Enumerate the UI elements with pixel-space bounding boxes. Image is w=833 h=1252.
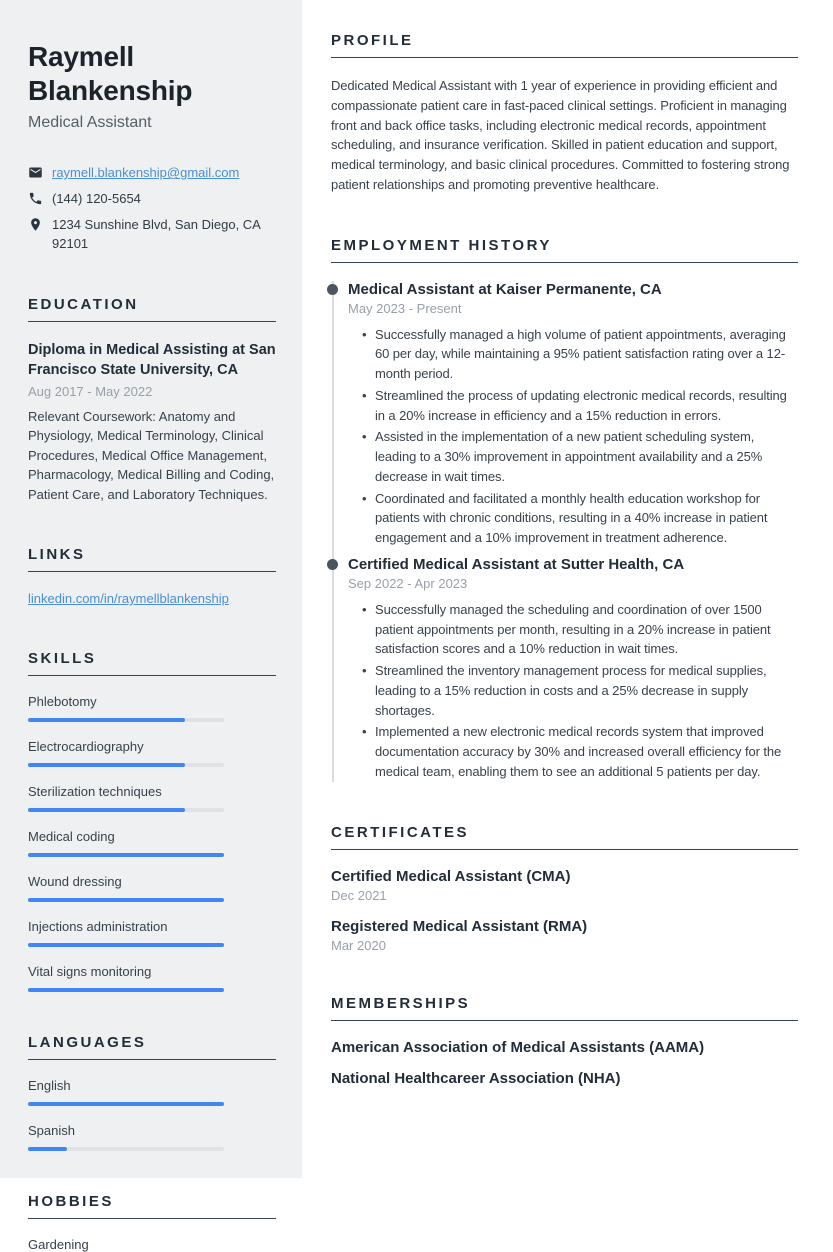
links-section xyxy=(28,546,276,608)
skill-item xyxy=(28,784,276,812)
job-title: Medical Assistant at Kaiser Permanente, CA xyxy=(348,280,662,298)
skill-bar-track xyxy=(28,1102,224,1106)
profile-heading: PROFILE xyxy=(331,32,798,58)
contact-phone-row xyxy=(28,190,276,209)
links-list xyxy=(28,590,276,608)
skill-item xyxy=(28,1078,276,1106)
memberships-heading: MEMBERSHIPS xyxy=(331,995,798,1021)
job-bullet: • Streamlined the process of updating electronic medical records, resulting in a 20% increase in efficiency and a 15% reduction in errors. xyxy=(375,386,798,426)
skill-item xyxy=(28,964,276,992)
memberships-list xyxy=(331,1039,798,1087)
languages-section xyxy=(28,1034,276,1151)
skill-label: Wound dressing xyxy=(28,874,122,890)
phone-number: (144) 120-5654 xyxy=(52,191,141,207)
job-bullet: • Successfully managed a high volume of patient appointments, averaging 60 per day, while maintaining a 95% patient satisfaction rating over a 12-month period. xyxy=(375,325,798,384)
certificate-title: Registered Medical Assistant (RMA) xyxy=(331,917,588,935)
skill-bar-fill xyxy=(28,763,185,767)
job-bullet-list xyxy=(348,325,798,548)
education-dates: Aug 2017 - May 2022 xyxy=(28,383,153,399)
person-job-title: Medical Assistant xyxy=(28,114,152,132)
hobbies-section xyxy=(28,1193,276,1252)
employment-heading: EMPLOYMENT HISTORY xyxy=(331,237,798,263)
skill-item xyxy=(28,739,276,767)
links-heading: LINKS xyxy=(28,546,276,572)
skill-bar-track xyxy=(28,763,224,767)
skill-bar-fill xyxy=(28,943,224,947)
skill-label: English xyxy=(28,1078,71,1094)
memberships-section xyxy=(331,995,798,1087)
certificates-heading: CERTIFICATES xyxy=(331,824,798,850)
skills-heading: SKILLS xyxy=(28,650,276,676)
skill-bar-track xyxy=(28,988,224,992)
skill-label: Sterilization techniques xyxy=(28,784,162,800)
certificate-title: Certified Medical Assistant (CMA) xyxy=(331,867,571,885)
contact-address-row xyxy=(28,216,276,254)
certificate-date: Dec 2021 xyxy=(331,887,387,903)
skill-bar-fill xyxy=(28,853,224,857)
main-column xyxy=(302,0,833,1178)
map-pin-icon xyxy=(28,217,43,232)
skill-item xyxy=(28,919,276,947)
job-entry xyxy=(348,556,798,782)
skill-label: Injections administration xyxy=(28,919,168,935)
skills-section xyxy=(28,650,276,992)
skill-label: Spanish xyxy=(28,1123,75,1139)
employment-section xyxy=(331,237,798,782)
membership-title: National Healthcareer Association (NHA) xyxy=(331,1069,621,1087)
skill-item xyxy=(28,694,276,722)
skill-bar-track xyxy=(28,1147,224,1151)
skill-label: Phlebotomy xyxy=(28,694,97,710)
education-section xyxy=(28,296,276,505)
profile-text: Dedicated Medical Assistant with 1 year of experience in providing efficient and compassionate patient care in fast-paced clinical settings. Proficient in managing front and back office tasks, including electronic medical records, appointment scheduling, and insurance verification. Skilled in patient education and support, medical terminology, and basic clinical procedures. Committed to fostering strong patient relationships and promoting preventive healthcare. xyxy=(331,78,790,192)
contact-list xyxy=(28,164,276,253)
skill-label: Medical coding xyxy=(28,829,115,845)
job-dates: May 2023 - Present xyxy=(348,300,462,316)
membership-title: American Association of Medical Assistants (AAMA) xyxy=(331,1038,705,1056)
job-dates: Sep 2022 - Apr 2023 xyxy=(348,575,468,591)
skill-item xyxy=(28,874,276,902)
skill-bar-track xyxy=(28,943,224,947)
envelope-icon xyxy=(28,165,43,180)
phone-icon xyxy=(28,191,43,206)
skill-bar-fill xyxy=(28,808,185,812)
person-name: Raymell Blankenship xyxy=(28,41,193,106)
skill-bar-fill xyxy=(28,1147,67,1151)
email-link[interactable]: raymell.blankenship@gmail.com xyxy=(52,165,240,181)
languages-heading: LANGUAGES xyxy=(28,1034,276,1060)
job-bullet: • Streamlined the inventory management process for medical supplies, leading to a 15% reduction in costs and a 25% decrease in supply shortages. xyxy=(375,661,798,720)
hobby-item: Gardening xyxy=(28,1237,89,1252)
job-bullet-list xyxy=(348,600,798,782)
skill-bar-fill xyxy=(28,1102,224,1106)
skill-bar-track xyxy=(28,853,224,857)
education-description: Relevant Coursework: Anatomy and Physiology, Medical Terminology, Clinical Procedures, Medical Office Management, Pharmacology, Medical Billing and Coding, Patient Care, and Laboratory Techniques. xyxy=(28,408,275,502)
skills-list xyxy=(28,694,276,992)
profile-section xyxy=(331,32,798,195)
skill-item xyxy=(28,829,276,857)
skill-bar-fill xyxy=(28,718,185,722)
skill-bar-track xyxy=(28,808,224,812)
skill-bar-fill xyxy=(28,898,224,902)
skill-bar-track xyxy=(28,898,224,902)
job-bullet: • Implemented a new electronic medical records system that improved documentation accuracy by 30% and increased overall efficiency for the medical team, enabling them to see an additional 5 patients per day. xyxy=(375,722,798,781)
employment-timeline xyxy=(332,281,798,782)
hobbies-heading: HOBBIES xyxy=(28,1193,276,1219)
skill-bar-fill xyxy=(28,988,224,992)
job-entry xyxy=(348,281,798,548)
certificates-list xyxy=(331,868,798,953)
hobbies-list xyxy=(28,1237,276,1252)
education-heading: EDUCATION xyxy=(28,296,276,322)
sidebar xyxy=(0,0,302,1252)
certificate-date: Mar 2020 xyxy=(331,937,386,953)
job-bullet: • Successfully managed the scheduling and coordination of over 1500 patient appointments per month, resulting in a 20% increase in patient satisfaction scores and a 10% reduction in wait times. xyxy=(375,600,798,659)
skill-label: Electrocardiography xyxy=(28,739,144,755)
timeline-dot-icon xyxy=(327,284,338,295)
contact-email-row xyxy=(28,164,276,183)
certificate-item xyxy=(331,868,798,903)
job-bullet: • Assisted in the implementation of a new patient scheduling system, leading to a 30% improvement in appointment availability and a 25% decrease in wait times. xyxy=(375,427,798,486)
timeline-dot-icon xyxy=(327,559,338,570)
certificates-section xyxy=(331,824,798,953)
skill-label: Vital signs monitoring xyxy=(28,964,152,980)
skill-bar-track xyxy=(28,718,224,722)
job-title: Certified Medical Assistant at Sutter Health, CA xyxy=(348,555,685,573)
certificate-item xyxy=(331,918,798,953)
degree-title: Diploma in Medical Assisting at San Francisco State University, CA xyxy=(28,341,276,379)
address-text: 1234 Sunshine Blvd, San Diego, CA 92101 xyxy=(52,216,261,251)
skill-item xyxy=(28,1123,276,1151)
languages-list xyxy=(28,1078,276,1151)
job-bullet: • Coordinated and facilitated a monthly health education workshop for patients with chronic conditions, resulting in a 40% increase in patient engagement and a 10% improvement in treatment adherence. xyxy=(375,489,798,548)
linkedin-link[interactable]: linkedin.com/in/raymellblankenship xyxy=(28,591,229,607)
